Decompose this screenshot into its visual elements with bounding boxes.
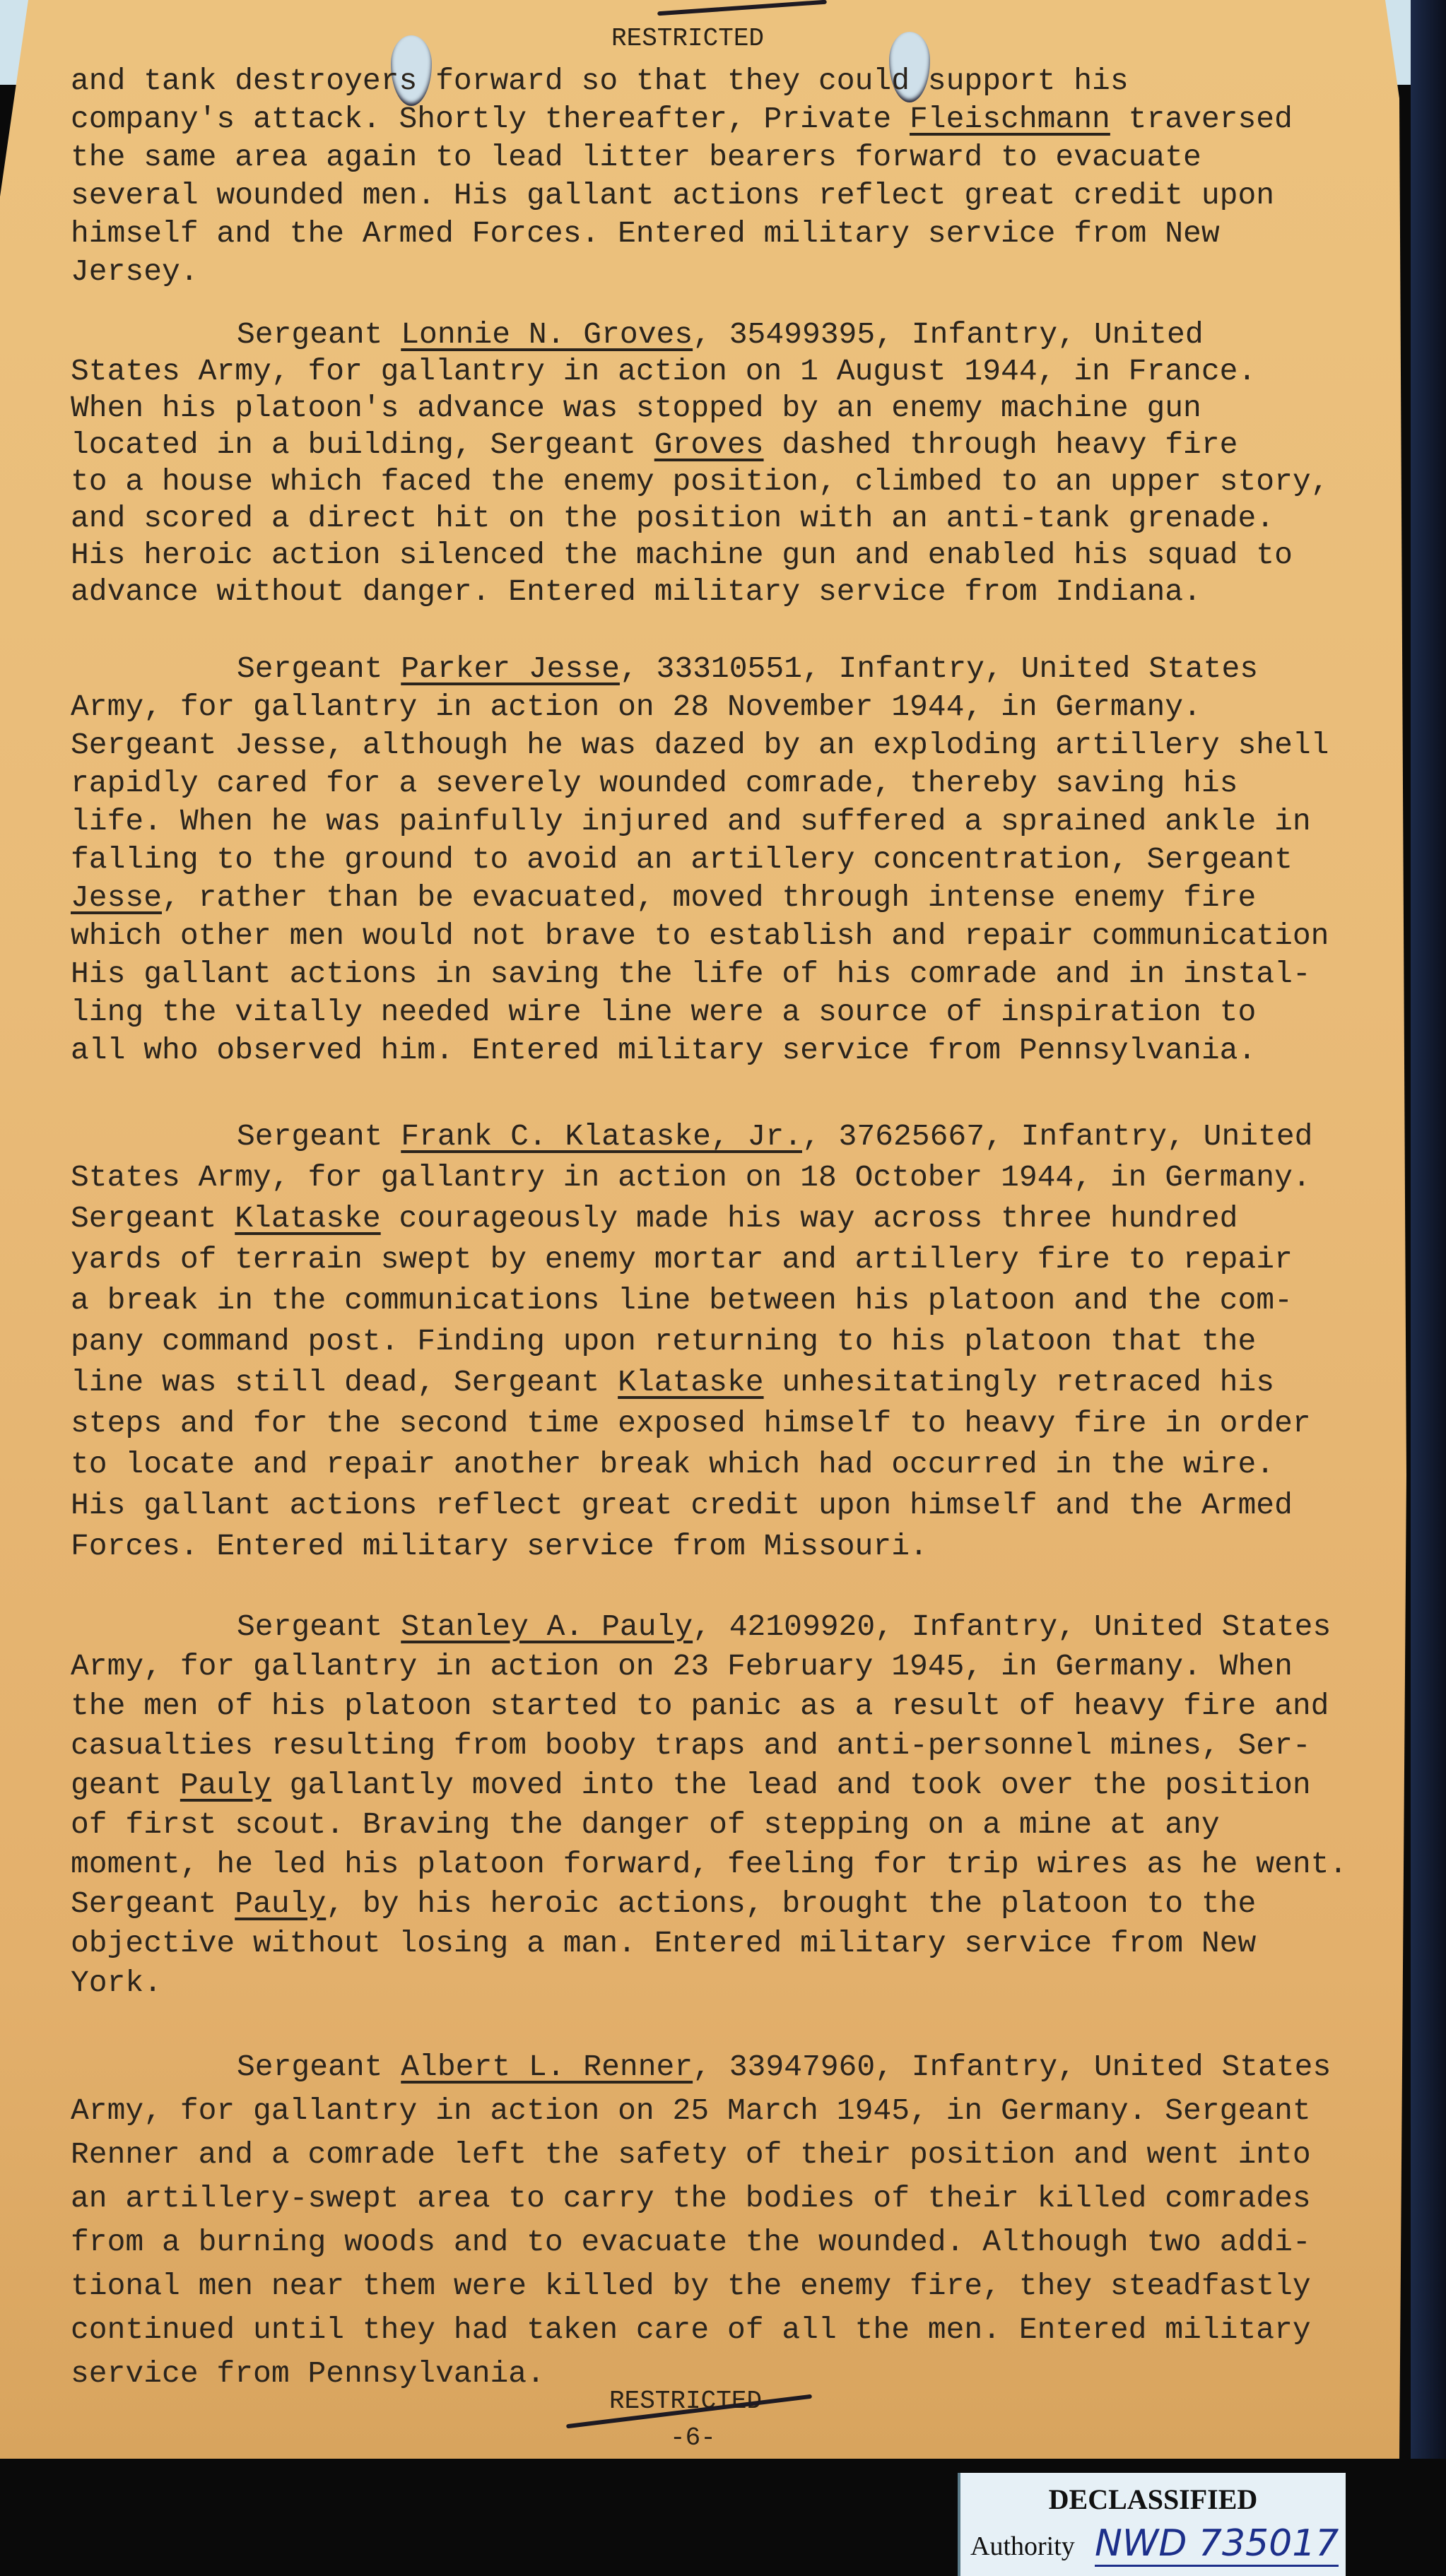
text-line: located in a building, Sergeant Groves dashed through heavy fire: [71, 427, 1238, 462]
text-line: all who observed him. Entered military service from Pennsylvania.: [71, 1033, 1257, 1068]
stamp-authority-label: Authority: [970, 2531, 1075, 2561]
text-line: Sergeant Albert L. Renner, 33947960, Infantry, United States: [237, 2050, 1332, 2084]
text-line: Sergeant Stanley A. Pauly, 42109920, Infantry, United States: [237, 1609, 1332, 1644]
text-line: an artillery-swept area to carry the bodies of their killed comrades: [71, 2181, 1311, 2216]
text-line: life. When he was painfully injured and suffered a sprained ankle in: [71, 804, 1311, 839]
text-line: company's attack. Shortly thereafter, Private Fleischmann traversed: [71, 102, 1293, 136]
text-line: and tank destroyers forward so that they could support his: [71, 64, 1129, 98]
text-line: Army, for gallantry in action on 23 February 1945, in Germany. When: [71, 1649, 1293, 1684]
text-line: from a burning woods and to evacuate the wounded. Although two addi-: [71, 2225, 1311, 2259]
text-line: ling the vitally needed wire line were a source of inspiration to: [71, 995, 1257, 1029]
underlined-name: Jesse: [71, 880, 163, 915]
paragraph: [71, 650, 1399, 1070]
text-line: States Army, for gallantry in action on 1 August 1944, in France.: [71, 354, 1257, 389]
text-line: Sergeant Parker Jesse, 33310551, Infantry, United States: [237, 651, 1259, 686]
text-line: a break in the communications line between his platoon and the com-: [71, 1283, 1293, 1318]
text-line: moment, he led his platoon forward, feeling for trip wires as he went.: [71, 1847, 1348, 1881]
underlined-name: Klataske: [235, 1201, 381, 1236]
text-line: of first scout. Braving the danger of stepping on a mine at any: [71, 1807, 1220, 1842]
text-line: Sergeant Pauly, by his heroic actions, brought the platoon to the: [71, 1886, 1257, 1921]
underlined-name: Pauly: [235, 1886, 327, 1921]
paragraph: [71, 62, 1399, 291]
underlined-name: Groves: [654, 427, 764, 462]
stamp-title: DECLASSIFIED: [1048, 2483, 1258, 2515]
text-line: to a house which faced the enemy position, climbed to an upper story,: [71, 464, 1329, 499]
text-line: His gallant actions reflect great credit upon himself and the Armed: [71, 1488, 1293, 1523]
text-line: to locate and repair another break which had occurred in the wire.: [71, 1447, 1275, 1482]
paragraph: [71, 317, 1399, 610]
text-line: Sergeant Lonnie N. Groves, 35499395, Infantry, United: [237, 317, 1204, 352]
text-line: rapidly cared for a severely wounded comrade, thereby saving his: [71, 766, 1238, 800]
underlined-name: Lonnie N. Groves: [401, 317, 693, 352]
text-line: pany command post. Finding upon returning to his platoon that the: [71, 1324, 1257, 1359]
text-line: several wounded men. His gallant actions reflect great credit upon: [71, 178, 1275, 213]
text-line: When his platoon's advance was stopped by an enemy machine gun: [71, 391, 1201, 425]
underlined-name: Klataske: [618, 1365, 764, 1400]
text-line: continued until they had taken care of all the men. Entered military: [71, 2312, 1311, 2347]
text-line: Sergeant Klataske courageously made his way across three hundred: [71, 1201, 1238, 1236]
text-line: falling to the ground to avoid an artillery concentration, Sergeant: [71, 842, 1293, 877]
text-line: Army, for gallantry in action on 28 November 1944, in Germany.: [71, 690, 1201, 724]
underlined-name: Pauly: [180, 1768, 271, 1802]
text-line: York.: [71, 1966, 163, 2000]
text-line: the men of his platoon started to panic as a result of heavy fire and: [71, 1689, 1329, 1723]
underlined-name: Albert L. Renner: [401, 2050, 693, 2084]
text-line: geant Pauly gallantly moved into the lead and took over the position: [71, 1768, 1311, 1802]
text-line: Jesse, rather than be evacuated, moved through intense enemy fire: [71, 880, 1257, 915]
text-line: Army, for gallantry in action on 25 March 1945, in Germany. Sergeant: [71, 2093, 1311, 2128]
paragraph: [71, 1607, 1399, 2003]
page-number: -6-: [670, 2423, 716, 2452]
text-line: His gallant actions in saving the life of his comrade and in instal-: [71, 957, 1311, 991]
header-marking: RESTRICTED: [611, 24, 765, 53]
text-line: casualties resulting from booby traps and anti-personnel mines, Ser-: [71, 1728, 1311, 1763]
text-line: States Army, for gallantry in action on 18 October 1944, in Germany.: [71, 1160, 1311, 1195]
stamp-authority-value: NWD 735017: [1095, 2522, 1339, 2567]
text-line: and scored a direct hit on the position with an anti-tank grenade.: [71, 501, 1275, 536]
scan-edge: [1411, 0, 1446, 2459]
text-line: Sergeant Jesse, although he was dazed by an exploding artillery shell: [71, 728, 1329, 762]
text-line: advance without danger. Entered military service from Indiana.: [71, 574, 1201, 609]
paragraph: [71, 2045, 1399, 2396]
text-line: Sergeant Frank C. Klataske, Jr., 37625667, Infantry, United: [237, 1119, 1313, 1154]
text-line: the same area again to lead litter bearers forward to evacuate: [71, 140, 1201, 175]
text-line: himself and the Armed Forces. Entered military service from New: [71, 216, 1220, 251]
text-line: tional men near them were killed by the enemy fire, they steadfastly: [71, 2269, 1311, 2303]
footer-marking: RESTRICTED: [609, 2387, 763, 2416]
underlined-name: Fleischmann: [910, 102, 1110, 136]
text-line: objective without losing a man. Entered military service from New: [71, 1926, 1257, 1961]
text-line: steps and for the second time exposed himself to heavy fire in order: [71, 1406, 1311, 1441]
paragraph: [71, 1116, 1399, 1567]
text-line: yards of terrain swept by enemy mortar and artillery fire to repair: [71, 1242, 1293, 1277]
text-line: service from Pennsylvania.: [71, 2356, 545, 2391]
text-line: His heroic action silenced the machine gun and enabled his squad to: [71, 538, 1293, 572]
text-line: Renner and a comrade left the safety of their position and went into: [71, 2137, 1311, 2172]
text-line: which other men would not brave to establish and repair communication: [71, 918, 1329, 953]
text-line: Forces. Entered military service from Missouri.: [71, 1529, 928, 1564]
declassified-stamp: [958, 2473, 1346, 2576]
text-line: Jersey.: [71, 254, 199, 289]
underlined-name: Parker Jesse: [401, 651, 620, 686]
underlined-name: Frank C. Klataske, Jr.: [401, 1119, 802, 1154]
text-line: line was still dead, Sergeant Klataske unhesitatingly retraced his: [71, 1365, 1275, 1400]
underlined-name: Stanley A. Pauly: [401, 1609, 693, 1644]
